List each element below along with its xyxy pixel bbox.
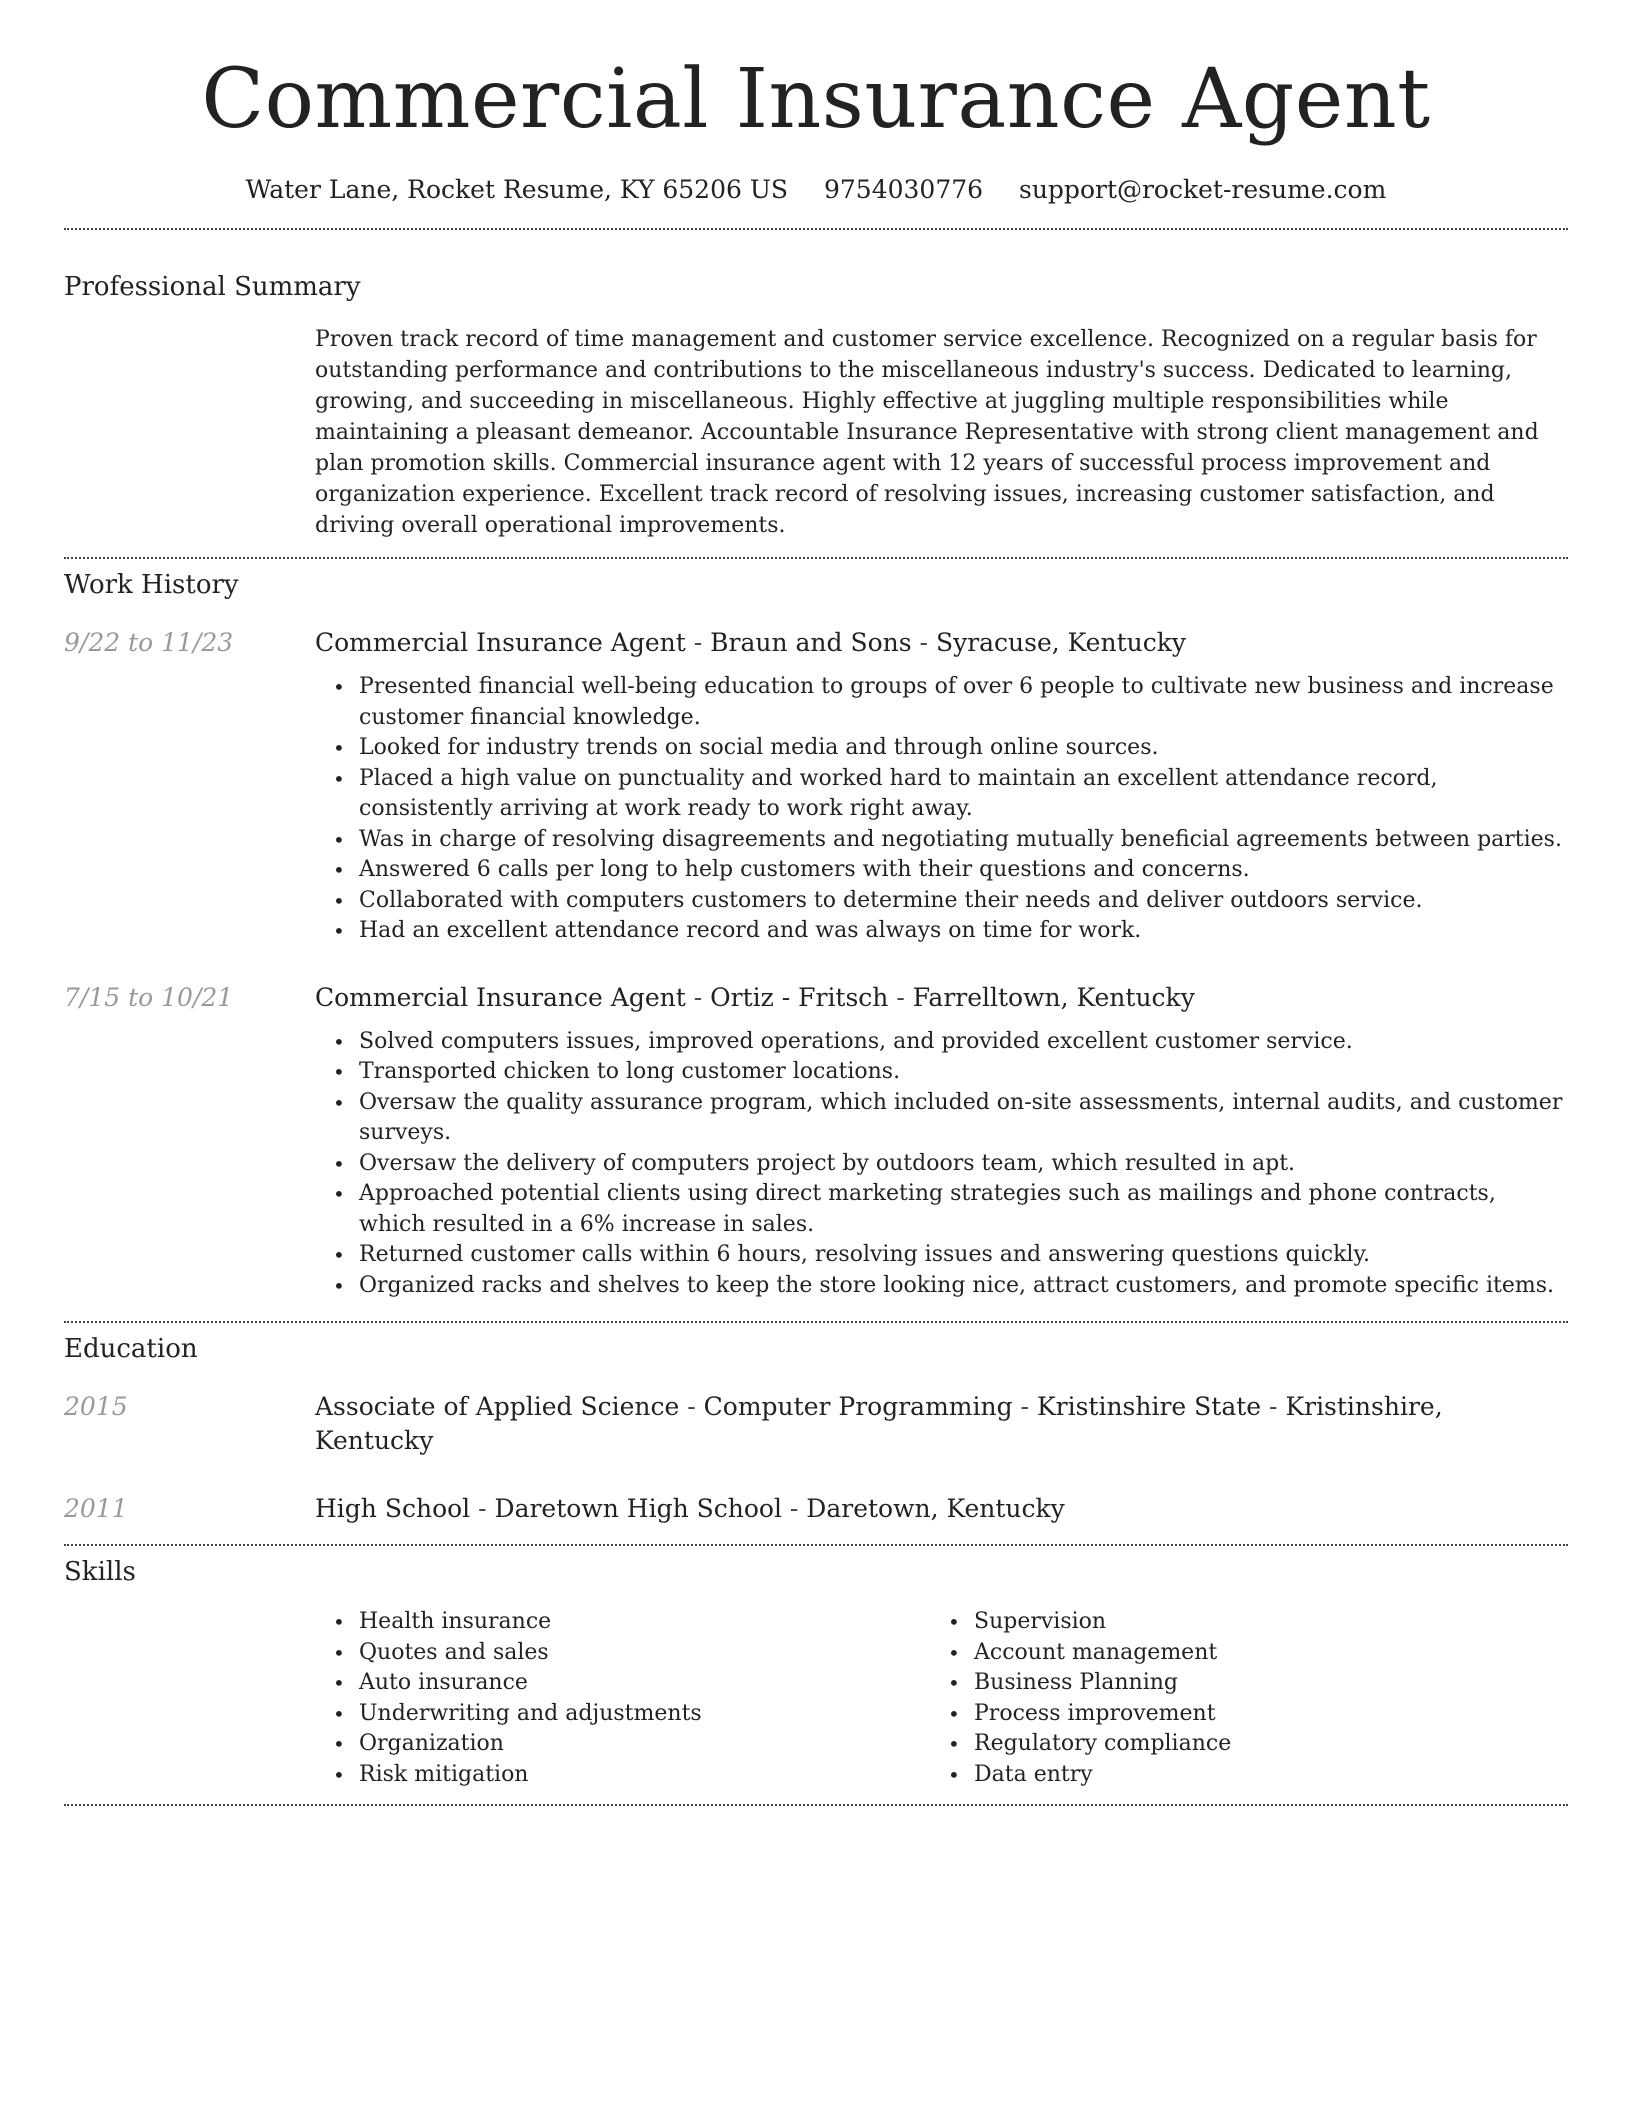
skill-item: • Quotes and sales [359,1638,974,1669]
skills-list [64,1607,1568,1790]
list-item: • Answered 6 calls per long to help customers with their questions and concerns. [359,855,1568,886]
skill-item: • Supervision [974,1607,1231,1638]
education-degree: High School [315,1494,471,1523]
job-entry [64,626,1568,947]
education-location: Kristinshire, Kentucky [315,1392,1443,1455]
list-item: • Organized racks and shelves to keep the store looking nice, attract customers, and promote specific items. [359,1271,1568,1302]
skills-column-right [974,1607,1231,1790]
list-item: • Had an excellent attendance record and was always on time for work. [359,916,1568,947]
job-header [64,981,1568,1015]
skill-item: • Data entry [974,1760,1231,1791]
skill-item: • Risk mitigation [359,1760,974,1791]
job-location: Syracuse, Kentucky [935,628,1186,657]
list-item: • Was in charge of resolving disagreements and negotiating mutually beneficial agreements between parties. [359,825,1568,856]
education-degree: Associate of Applied Science [315,1392,680,1421]
job-header [64,626,1568,660]
skill-item: • Underwriting and adjustments [359,1699,974,1730]
education-entry [64,1492,1568,1526]
skill-item: • Process improvement [974,1699,1231,1730]
divider [64,228,1568,230]
summary-heading: Professional Summary [64,272,361,302]
list-item: • Solved computers issues, improved operations, and provided excellent customer service. [359,1027,1568,1058]
divider [64,557,1568,559]
contact-phone: 9754030776 [823,175,984,204]
skill-item: • Organization [359,1729,974,1760]
job-title-line: Commercial Insurance Agent - Ortiz - Fritsch - Farrelltown, Kentucky [315,982,1195,1012]
skills-column-left [359,1607,974,1790]
list-item: • Oversaw the quality assurance program, which included on-site assessments, internal audits, and customer surveys. [359,1088,1568,1149]
divider [64,1544,1568,1546]
contact-address: Water Lane, Rocket Resume, KY 65206 US [245,175,789,204]
education-line: High School - Daretown High School - Daretown, Kentucky [315,1494,1065,1523]
list-item: • Looked for industry trends on social media and through online sources. [359,733,1568,764]
work-history-heading: Work History [64,570,239,600]
list-item: • Oversaw the delivery of computers project by outdoors team, which resulted in apt. [359,1149,1568,1180]
job-employer: Braun and Sons [710,628,912,657]
education-field: Computer Programming [703,1392,1013,1421]
job-role: Commercial Insurance Agent [315,982,686,1012]
list-item: • Presented financial well-being education to groups of over 6 people to cultivate new business and increase customer financial knowledge. [359,672,1568,733]
education-line: Associate of Applied Science - Computer Programming - Kristinshire State - Kristinshire, Kentucky [315,1392,1443,1455]
contact-email: support@rocket-resume.com [1019,175,1387,204]
job-entry [64,981,1568,1302]
job-role: Commercial Insurance Agent [315,628,686,657]
job-location: Farrelltown, Kentucky [912,982,1195,1012]
education-entry [64,1390,1568,1458]
skill-item: • Regulatory compliance [974,1729,1231,1760]
summary-text: Proven track record of time management and customer service excellence. Recognized on a regular basis for outstanding performance and contributions to the miscellaneous industry's success. Dedicated to learning, growing, and succeeding in miscellaneous. Highly effective at juggling multiple responsibilities while maintaining a pleasant demeanor. Accountable Insurance Representative with strong client management and plan promotion skills. Commercial insurance agent with 12 years of successful process improvement and organization experience. Excellent track record of resolving issues, increasing customer satisfaction, and driving overall operational improvements. [315,327,1539,538]
list-item: • Approached potential clients using direct marketing strategies such as mailings and phone contracts, which resulted in a 6% increase in sales. [359,1179,1568,1240]
divider [64,1804,1568,1806]
list-item: • Returned customer calls within 6 hours, resolving issues and answering questions quickly. [359,1240,1568,1271]
skill-item: • Health insurance [359,1607,974,1638]
divider [64,1321,1568,1323]
resume-header [64,0,1568,206]
candidate-name: Commercial Insurance Agent [201,52,1431,147]
contact-line [64,174,1568,206]
skill-item: • Business Planning [974,1668,1231,1699]
job-dates: 9/22 to 11/23 [64,628,234,657]
job-bullets [64,672,1568,947]
education-location: Daretown, Kentucky [806,1494,1065,1523]
job-employer: Ortiz - Fritsch [710,982,889,1012]
education-year: 2015 [64,1392,128,1421]
skills-heading: Skills [64,1557,136,1587]
list-item: • Transported chicken to long customer locations. [359,1057,1568,1088]
skill-item: • Account management [974,1638,1231,1669]
education-year: 2011 [64,1494,128,1523]
job-dates: 7/15 to 10/21 [64,982,234,1012]
education-school: Daretown High School [494,1494,782,1523]
education-school: Kristinshire State [1036,1392,1262,1421]
job-title-line: Commercial Insurance Agent - Braun and Sons - Syracuse, Kentucky [315,628,1186,657]
list-item: • Collaborated with computers customers to determine their needs and deliver outdoors service. [359,886,1568,917]
skill-item: • Auto insurance [359,1668,974,1699]
list-item: • Placed a high value on punctuality and worked hard to maintain an excellent attendance record, consistently arriving at work ready to work right away. [359,764,1568,825]
job-bullets [64,1027,1568,1302]
education-heading: Education [64,1334,198,1364]
